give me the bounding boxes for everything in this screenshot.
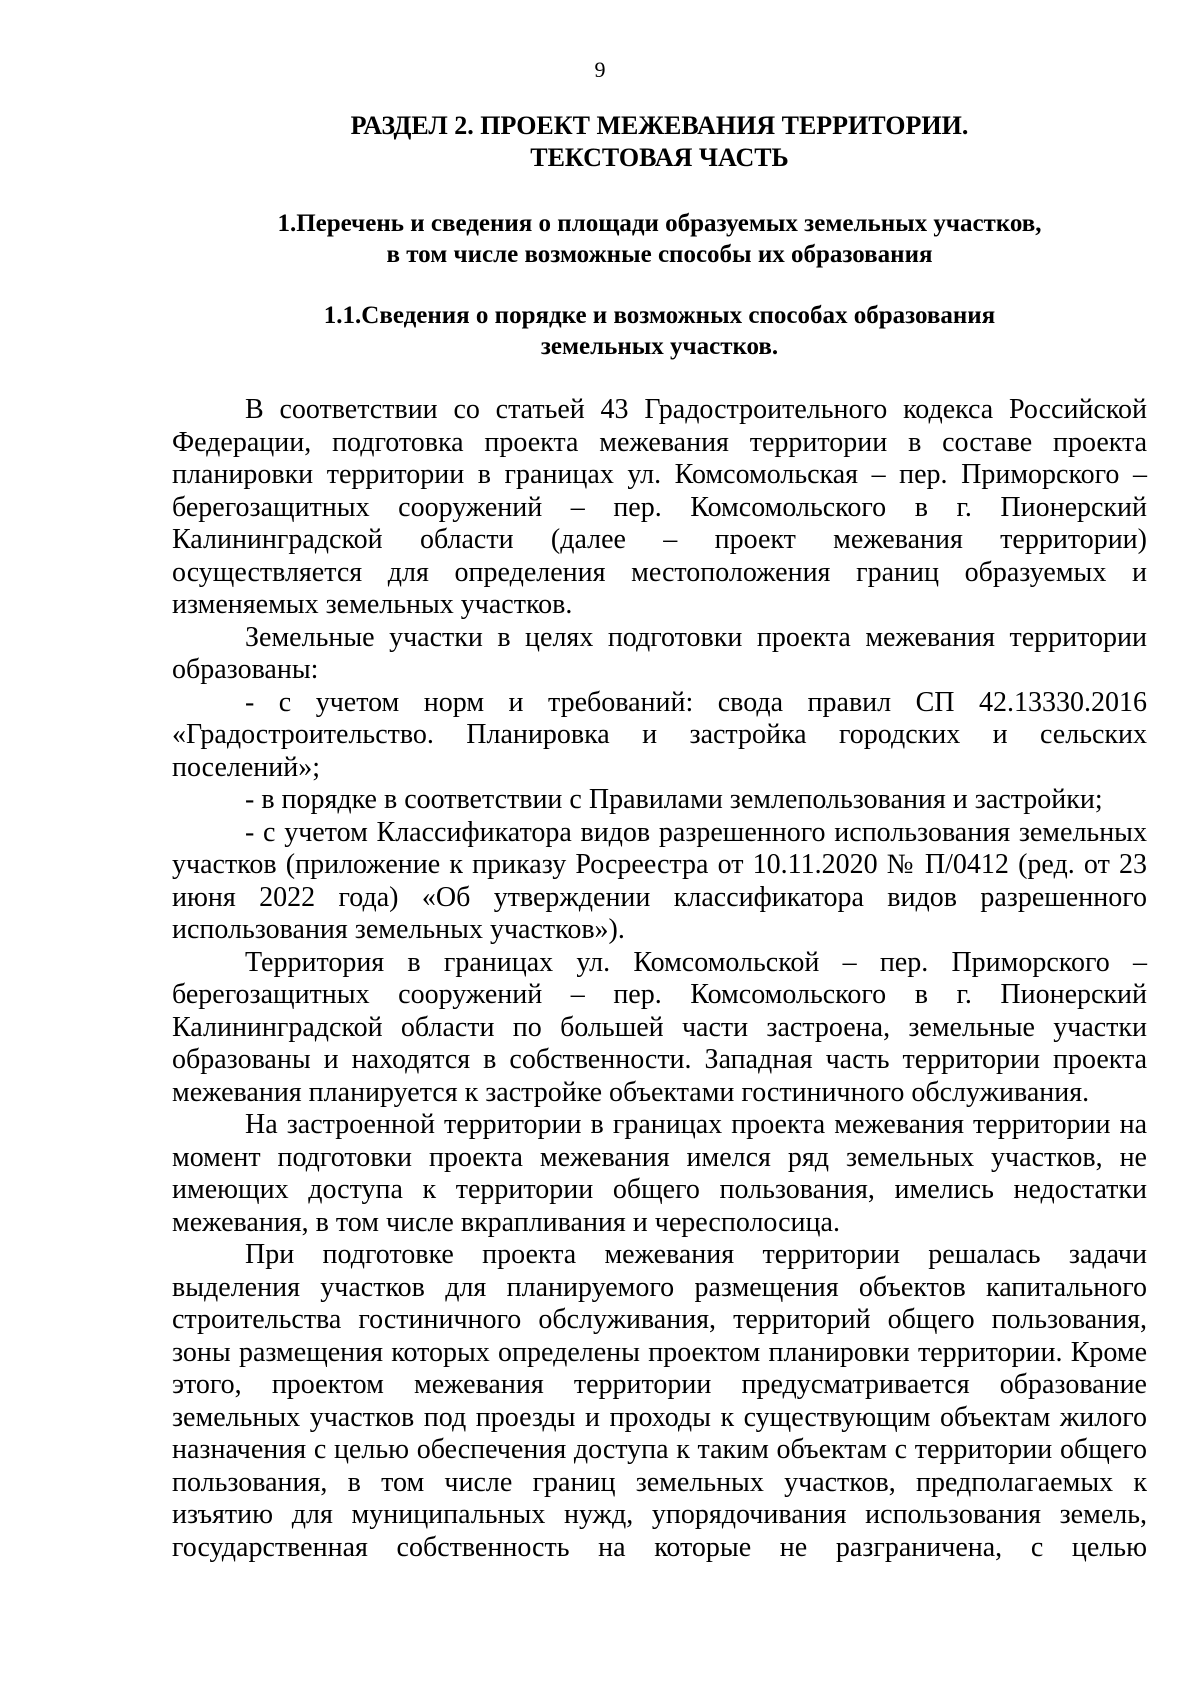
list-item-norms: - с учетом норм и требований: свода правил СП 42.13330.2016 «Градостроительство. Планировка и застройка городских и сельских поселений»;	[172, 686, 1147, 783]
body-text	[172, 394, 1147, 1564]
list-item-rules: - в порядке в соответствии с Правилами землепользования и застройки;	[245, 784, 1103, 815]
page-number: 9	[594, 57, 606, 82]
list-item-classifier: - с учетом Классификатора видов разрешенного использования земельных участков (приложение к приказу Росреестра от 10.11.2020 № П/0412 (ред. от 23 июня 2022 года) «Об утверждении классификатора видов разрешенного использования земельных участков»).	[172, 816, 1147, 945]
paragraph-plots-formed: Земельные участки в целях подготовки проекта межевания территории образованы:	[172, 621, 1147, 685]
section-title-line-2: ТЕКСТОВАЯ ЧАСТЬ	[530, 143, 789, 172]
section-title-line-1: РАЗДЕЛ 2. ПРОЕКТ МЕЖЕВАНИЯ ТЕРРИТОРИИ.	[350, 111, 969, 140]
subheading-1-line-1: 1.Перечень и сведения о площади образуемых земельных участков,	[277, 210, 1042, 237]
subheading-2-line-1: 1.1.Сведения о порядке и возможных способах образования	[323, 302, 996, 329]
subheading-2-line-2: земельных участков.	[540, 333, 779, 360]
paragraph-project-tasks: При подготовке проекта межевания территории решалась задачи выделения участков для планируемого размещения объектов капитального строительства гостиничного обслуживания, территорий общего пользования, зоны размещения которых определены проектом планировки территории. Кроме этого, проектом межевания территории предусматривается образование земельных участков под проезды и проходы к существующим объектам жилого назначения с целью обеспечения доступа к таким объектам с территории общего пользования, в том числе границ земельных участков, предполагаемых к изъятию для муниципальных нужд, упорядочивания использования земель, государственная собственность на которые не разграничена, с целью	[172, 1239, 1147, 1563]
subheading-list-of-plots	[172, 208, 1147, 270]
paragraph-legal-basis: В соответствии со статьей 43 Градостроительного кодекса Российской Федерации, подготовка проекта межевания территории в составе проекта планировки территории в границах ул. Комсомольская – пер. Приморского – берегозащитных сооружений – пер. Комсомольского в г. Пионерский Калининградской области (далее – проект межевания территории) осуществляется для определения местоположения границ образуемых и изменяемых земельных участков.	[172, 394, 1147, 620]
paragraph-territory-description: Территория в границах ул. Комсомольской – пер. Приморского – берегозащитных сооружений – пер. Комсомольского в г. Пионерский Калининградской области по большей части застроена, земельные участки образованы и находятся в собственности. Западная часть территории проекта межевания планируется к застройке объектами гостиничного обслуживания.	[172, 946, 1147, 1108]
paragraph-built-up-territory: На застроенной территории в границах проекта межевания территории на момент подготовки проекта межевания имелся ряд земельных участков, не имеющих доступа к территории общего пользования, имелись недостатки межевания, в том числе вкрапливания и чересполосица.	[172, 1109, 1147, 1238]
subheading-1-line-2: в том числе возможные способы их образования	[386, 241, 933, 268]
section-title	[172, 110, 1147, 174]
page-content	[172, 110, 1147, 1564]
subheading-formation-methods	[172, 300, 1147, 362]
